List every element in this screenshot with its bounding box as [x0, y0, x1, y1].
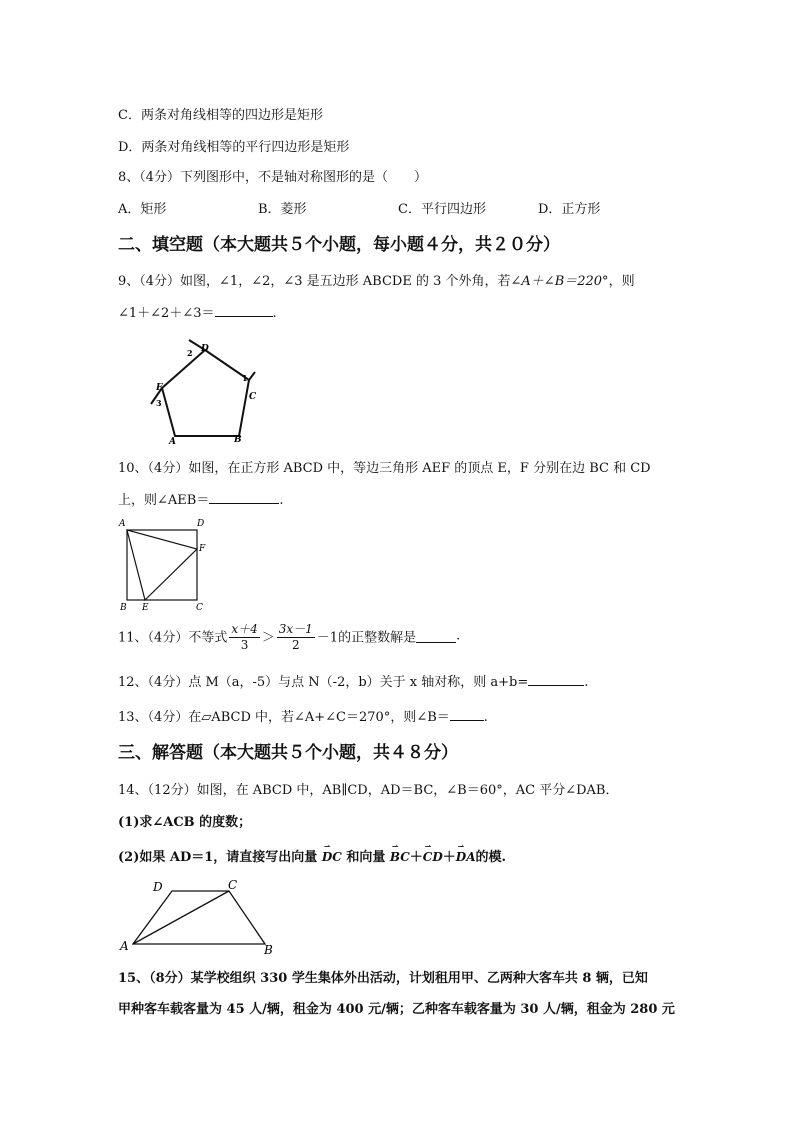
q9-expression: ∠1＋∠2＋∠3＝: [118, 306, 215, 321]
q14-part2: [118, 846, 506, 865]
q13-answer-blank[interactable]: [450, 708, 484, 721]
q11-line: [118, 620, 460, 652]
label-d: D: [153, 880, 163, 894]
q8-stem: 8、（4分）下列图形中，不是轴对称图形的是（ ）: [118, 170, 428, 185]
section-3-heading: 三、解答题（本大题共５个小题，共４８分）: [118, 743, 458, 763]
q12-period: .: [584, 675, 589, 690]
vector-cd: ⇀ CD: [423, 850, 443, 864]
label-c: C: [228, 878, 238, 892]
q11-fraction-2: [277, 620, 315, 652]
square-abcd: [127, 530, 197, 600]
extension-at-c: [249, 372, 255, 380]
label-e: E: [156, 383, 163, 393]
label-angle-2: 2: [187, 348, 193, 358]
label-a: A: [119, 519, 126, 529]
q12-line: [118, 671, 588, 690]
q11-frac1-denominator: 3: [240, 638, 249, 652]
q14-and-vector: 和向量: [346, 850, 386, 865]
q10-period: .: [279, 493, 284, 508]
label-b: B: [120, 603, 127, 613]
q11-stem: 11、（4分）不等式: [118, 630, 228, 646]
q11-frac2-denominator: 2: [291, 638, 300, 652]
q14-magnitude-text: 的模.: [475, 850, 507, 865]
diagonal-ac: [133, 891, 229, 944]
q11-period: .: [456, 628, 461, 644]
q14-part2-text: (2)如果 AD＝1，请直接写出向量: [118, 850, 318, 865]
q8-options: [118, 198, 600, 217]
plus-2: ＋: [442, 850, 456, 865]
label-c: C: [249, 392, 257, 402]
q9-line1: [118, 270, 635, 289]
label-d: D: [201, 344, 209, 354]
label-angle-3: 3: [156, 398, 162, 408]
q7-option-c: C．两条对角线相等的四边形是矩形: [118, 108, 323, 123]
triangle-aef: [127, 530, 197, 600]
label-d: D: [197, 519, 205, 529]
q11-fraction-1: [229, 620, 259, 652]
q14-stem: 14、（12分）如图，在 ABCD 中，AB∥CD，AD＝BC，∠B＝60°，AC 平分∠DAB．: [118, 783, 619, 798]
q8-option-d: D．正方形: [538, 202, 601, 217]
q12-answer-blank[interactable]: [528, 673, 584, 686]
q11-frac2-numerator: 3x－1: [278, 622, 313, 636]
pentagon-outline: [162, 350, 249, 436]
vector-da: ⇀ DA: [456, 850, 476, 864]
q10-line2: [118, 489, 283, 508]
q11-answer-blank[interactable]: [416, 630, 456, 643]
trapezoid-abcd: [133, 891, 265, 944]
q13-line: [118, 706, 488, 725]
q11-greater-than: ＞: [261, 630, 275, 646]
q15-line1: 15、（8分）某学校组织 330 学生集体外出活动，计划租用甲、乙两种大客车共 8 辆，已知: [118, 971, 648, 986]
label-e: E: [142, 603, 149, 613]
label-a: A: [169, 437, 176, 447]
q9-answer-blank[interactable]: [215, 304, 273, 317]
q9-then: ，则: [608, 274, 635, 289]
q10-question: 上，则∠AEB＝: [118, 493, 210, 508]
q10-square-figure: [115, 515, 215, 615]
q9-stem: 9、（4分）如图，∠1，∠2，∠3 是五边形 ABCDE 的 3 个外角，若: [118, 274, 511, 289]
label-angle-1: 1: [242, 373, 248, 383]
q13-stem: 13、（4分）在▱ABCD 中，若∠A+∠C＝270°，则∠B＝: [118, 710, 450, 725]
q9-line2: [118, 302, 277, 321]
vector-dc: ⇀ DC: [322, 850, 342, 864]
label-a: A: [120, 939, 129, 953]
q7-option-d: D．两条对角线相等的平行四边形是矩形: [118, 140, 350, 155]
label-c: C: [196, 603, 203, 613]
q11-frac1-numerator: x＋4: [231, 622, 258, 636]
q14-trapezoid-figure: [115, 876, 285, 956]
q15-line2: 甲种客车载客量为 45 人/辆，租金为 400 元/辆；乙种客车载客量为 30 人/辆，租金为 280 元: [118, 1002, 675, 1017]
q8-option-c: C．平行四边形: [398, 202, 486, 217]
q9-condition: ∠A＋∠B＝220°: [510, 274, 609, 289]
q10-line1: 10、（4分）如图，在正方形 ABCD 中，等边三角形 AEF 的顶点 E，F 分别在边 BC 和 CD: [118, 461, 651, 476]
q10-answer-blank[interactable]: [209, 491, 279, 504]
q8-option-b: B．菱形: [258, 202, 307, 217]
q11-question: 的正整数解是: [338, 630, 417, 646]
section-2-heading: 二、填空题（本大题共５个小题，每小题４分，共２０分）: [118, 235, 560, 255]
plus-1: ＋: [409, 850, 423, 865]
q9-pentagon-figure: [145, 338, 270, 448]
q12-stem: 12、（4分）点 M（a，-5）与点 N（-2，b）关于 x 轴对称，则 a+b=: [118, 675, 529, 690]
q9-period: .: [272, 306, 277, 321]
q14-part1: (1)求∠ACB 的度数；: [118, 815, 252, 830]
label-f: F: [199, 544, 206, 554]
q8-option-a: A．矩形: [118, 202, 167, 217]
vector-bc: ⇀ BC: [390, 850, 410, 864]
label-b: B: [264, 943, 273, 956]
label-b: B: [234, 435, 242, 445]
q13-period: .: [483, 710, 488, 725]
q11-minus-one: －1: [316, 630, 339, 646]
